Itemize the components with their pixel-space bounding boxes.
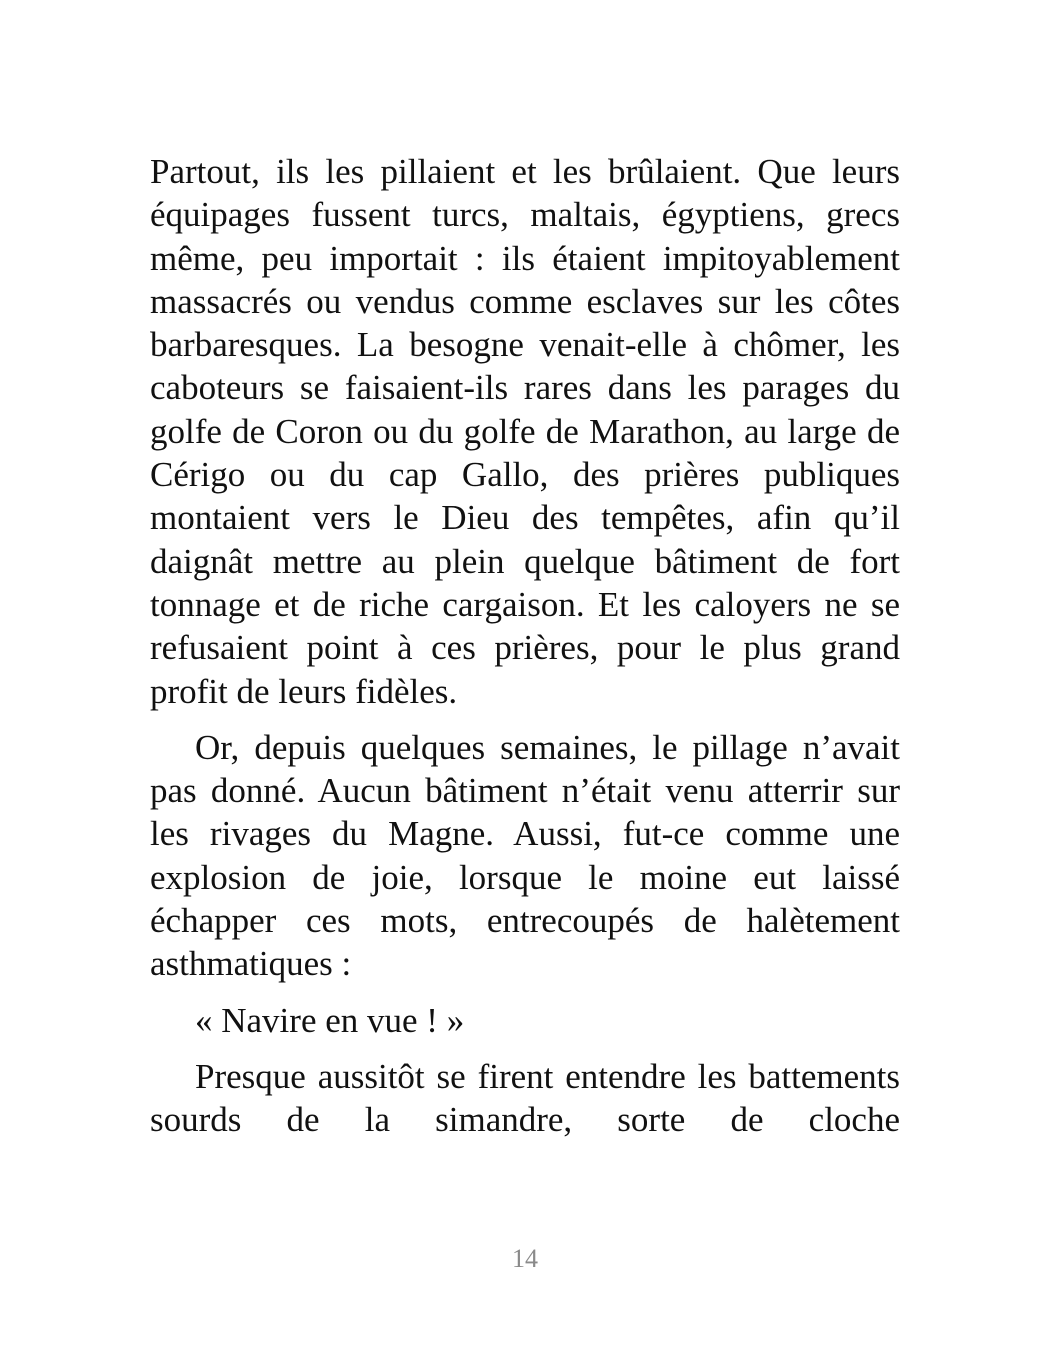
page-number: 14: [512, 1244, 538, 1273]
body-text: [150, 150, 900, 1142]
paragraph-4: Presque aussitôt se firent entendre les battements sourds de la simandre, sorte de cloche: [150, 1056, 900, 1140]
paragraph-1: Partout, ils les pillaient et les brûlaient. Que leurs équipages fussent turcs, maltais, égyptiens, grecs même, peu importait : ils étaient impitoyablement massacrés ou vendus comme esclaves sur les côtes barbaresques. La besogne venait-elle à chômer, les caboteurs se faisaient-ils rares dans les parages du golfe de Coron ou du golfe de Marathon, au large de Cérigo ou du cap Gallo, des prières publiques montaient vers le Dieu des tempêtes, afin qu’il daignât mettre au plein quelque bâtiment de fort tonnage et de riche cargaison. Et les caloyers ne se refusaient point à ces prières, pour le plus grand profit de leurs fidèles.: [150, 152, 900, 711]
paragraph-3-dialogue: « Navire en vue ! »: [195, 1000, 465, 1040]
paragraph-2: Or, depuis quelques semaines, le pillage n’avait pas donné. Aucun bâtiment n’était venu atterrir sur les rivages du Magne. Aussi, fut-ce comme une explosion de joie, lorsque le moine eut laissé échapper ces mots, entrecoupés de halètement asthmatiques :: [150, 727, 900, 984]
